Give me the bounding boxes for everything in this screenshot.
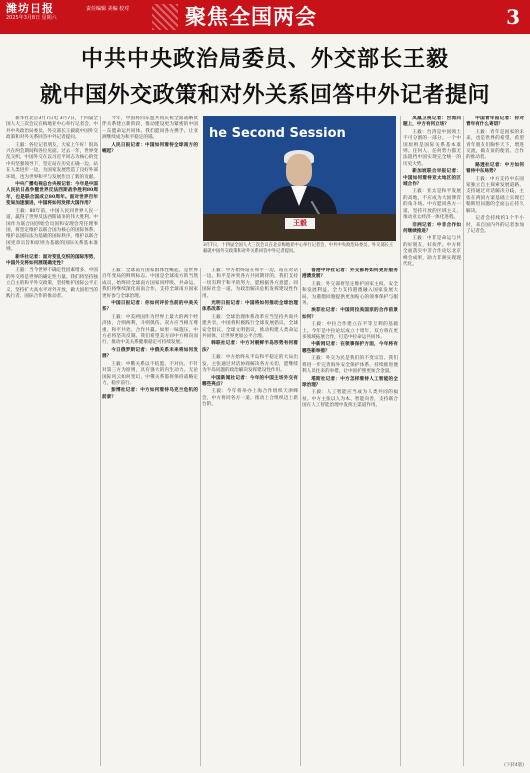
paragraph: 王毅：中方始终站在和平一边，站在对话一边。和平是冲突各方共同期待的，我们支持一切有利于和平的努力，愿根据各方意愿，同国际社会一道，为政治解决危机发挥建设性作用。	[202, 268, 298, 299]
paragraph: 王毅：中美两国作为世界上最大的两个经济体，合则两利，斗则俱伤。双方应当相互尊重、和平共处、合作共赢。如果一味施压，中方必将坚决反制。我们希望美方同中方相向而行，推动中美关系健康稳定可持续发展。	[102, 314, 198, 346]
paragraph: 王毅：中方始终从半岛和平稳定的大局出发，主张通过对话协商解决各方关切，愿继续为半岛问题的政治解决发挥建设性作用。	[202, 355, 298, 374]
column-divider	[400, 116, 401, 766]
paragraph: 王毅：中非是命运与共的好朋友、好伙伴。中方将全面落实中非合作论坛北京峰会成果，助力非洲实现现代化。	[403, 236, 461, 267]
editor-line: 责任编辑 美编 校对	[86, 6, 130, 12]
paragraph: 凤凰卫视记者：台湾问题上，中方有何立场？	[403, 116, 461, 128]
paragraph: 今年，中国将同东盟共同庆祝全面战略伙伴关系建立新阶段，推动建设更为紧密的中国－东盟命运共同体。我们愿同各方携手，让亚洲继续成为和平稳定的锚。	[102, 116, 198, 141]
paragraph: 光明日报记者：中国将如何推动全球治理体系改革？	[202, 301, 298, 313]
paragraph: 王毅：中方支持中东国家独立自主探索发展道路，支持通过对话解决分歧，主张在两国方案基础上实现巴勒斯坦问题的全面公正持久解决。	[466, 176, 524, 214]
section-banner: 聚焦全国两会	[185, 4, 317, 29]
paragraph: 新加坡联合早报记者：中国如何看待亚太地区的区域合作？	[403, 169, 461, 188]
headline-line-2: 就中国外交政策和对外关系回答中外记者提问	[39, 82, 490, 108]
paragraph: 今日俄罗斯记者：中俄关系未来将如何发展？	[102, 347, 198, 360]
paragraph: 王毅：80年前，中国人民同世界人民一道，赢得了世界反法西斯战争的伟大胜利。中国作为联合国创始会员国和安理会常任理事国，将坚定维护以联合国为核心的国际体系，维护以国际法为基础的国际秩序，维护以联合国宪章宗旨和原则为基础的国际关系基本准则。	[6, 208, 98, 253]
paragraph: 韩联社记者：中方对朝鲜半岛形势有何看法？	[202, 341, 298, 353]
column-divider	[463, 116, 464, 766]
paragraph: 中央广播电视总台央视记者：今年是中国人民抗日战争暨世界反法西斯战争胜利80周年，也是联合国成立80周年。面对世界百年变局加速演进，中国将如何发挥大国作用？	[6, 182, 98, 207]
column-divider	[300, 268, 301, 766]
paper-name: 潍坊日报	[6, 2, 54, 15]
paragraph: 塔斯社记者：中方怎样看待人工智能的全球治理？	[302, 376, 398, 388]
paragraph: 中国青年报记者：你对青年有什么寄语？	[466, 116, 524, 128]
page-header	[0, 0, 530, 34]
issue-date: 2025年3月8日 星期六	[6, 15, 57, 21]
paragraph: 中国新闻社记者：今年的中国主场外交有哪些亮点？	[202, 375, 298, 387]
backdrop-text: he Second Session	[209, 126, 346, 141]
article-column-2	[102, 268, 198, 766]
article-column-2-top	[102, 116, 198, 258]
article-column-1	[6, 116, 98, 766]
paragraph: 王毅：各位记者朋友，大家上午好！很高兴在两会期间和各位见面。过去一年，世界变乱交织，中国外交在以习近平同志为核心的党中央坚强领导下，坚定站在历史正确一边、站在人类进步一边，为国家发展营造了良好外部环境，也为世界和平与发展作出了新的贡献。	[6, 142, 98, 180]
article-column-5	[403, 116, 461, 766]
paragraph: 埃菲社记者：中国同拉美国家的合作前景如何？	[302, 308, 398, 320]
column-divider	[200, 268, 201, 766]
paragraph: 王毅：人工智能应当成为人类共同的福祉。中方主张以人为本、智能向善，支持联合国在人工智能治理中发挥主渠道作用。	[302, 390, 398, 409]
article-column-6	[466, 116, 524, 766]
paragraph: 王毅：今年将举办上海合作组织天津峰会，中方将同各方一道，推动上合组织迈上新台阶。	[202, 389, 298, 408]
paragraph: 中新网记者：在领事保护方面，今年将有哪些新举措？	[302, 342, 398, 354]
paragraph: 彭博社记者：中方如何看待乌克兰危机的前景？	[102, 388, 198, 400]
paragraph: 王毅：全球治理体系改革应当坚持共商共建共享。中国将积极践行全球发展倡议、全球安全倡议、全球文明倡议，推动构建人类命运共同体，让世界更加公平合理。	[202, 314, 298, 340]
column-divider	[100, 116, 101, 766]
paragraph: 记者会持续约1个半小时，来自国内外的记者参加了记者会。	[466, 216, 524, 234]
paragraph: 王毅：外交部将坚定维护国家主权、安全和发展利益，全力支持港澳融入国家发展大局，为港澳同胞提供更加贴心的领事保护与服务。	[302, 281, 398, 307]
paragraph: 路透社记者：中方如何看待中东局势？	[466, 162, 524, 175]
press-conference-photo	[203, 116, 396, 241]
paragraph: 新华社北京3月7日电 3月7日，十四届全国人大三次会议在梅地亚中心举行记者会，中共中央政治局委员、外交部长王毅就中国外交政策和对外关系回答中外记者提问。	[6, 116, 98, 141]
article-column-3	[202, 268, 298, 766]
photo-caption: 3月7日，十四届全国人大三次会议在北京梅地亚中心举行记者会，中共中央政治局委员、外交部长王毅就中国外交政策和对外关系回答中外记者提问。	[203, 243, 394, 254]
nameplate: 王毅	[285, 218, 315, 229]
article-column-4	[302, 268, 398, 766]
paragraph: 非洲记者：中非合作如何继续推进？	[403, 222, 461, 234]
paragraph: 王毅：中俄关系以不结盟、不对抗、不针对第三方为原则，具有强大的内生动力。无论国际风云如何变幻，中俄关系都将保持战略定力，稳步前行。	[102, 361, 198, 386]
continued-note: (下转4版)	[504, 763, 524, 768]
page-number: 3	[506, 5, 520, 29]
headline-line-1: 中共中央政治局委员、外交部长王毅	[80, 46, 449, 72]
paragraph: 王毅：全球南方国家群体性崛起，是世界百年变局的鲜明标志。中国是全球南方的当然成员，始终同全球南方国家同呼吸、共命运。我们将继续深化南南合作，支持全球南方国家更好参与全球治理。	[102, 268, 198, 299]
paragraph: 王毅：中拉合作建立在平等互利的基础上。今年是中拉论坛成立十周年，双方将在更多领域拓展合作，打造中拉命运共同体。	[302, 322, 398, 341]
paragraph: 新华社记者：面对变乱交织的国际形势，中国外交将如何展现确定性？	[6, 254, 98, 266]
main-headline	[0, 44, 530, 110]
paragraph: 王毅：亚太是和平发展的高地，不应成为大国博弈的角斗场。中方愿同各方一道，坚持开放的区域主义，推动亚太经济一体化进程。	[403, 189, 461, 221]
paragraph: 中国日报记者：你如何评价当前的中美关系？	[102, 301, 198, 313]
stripe-decoration-icon	[152, 4, 178, 30]
paragraph: 王毅：外交为民是我们的不变宗旨。我们将进一步完善海外安全保护体系，持续推进便利人员往来的举措，让中国护照更加含金量。	[302, 356, 398, 375]
paragraph: 王毅：当今世界不确定性因素增多，中国的外交将是世界的确定性力量。我们将坚持独立自主的和平外交政策，坚持维护国际公平正义，坚持扩大高水平对外开放，做大国担当的践行者、国际合作的推动者。	[6, 268, 98, 299]
paragraph: 王毅：台湾是中国领土不可分割的一部分。一个中国原则是国际关系基本准则。任何人、任何势力都无法阻挡中国实现完全统一的历史大势。	[403, 129, 461, 167]
paragraph: 香港中评社记者：外交部将如何更好服务港澳发展？	[302, 268, 398, 280]
paragraph: 人民日报记者：中国如何看待全球南方的崛起？	[102, 142, 198, 155]
paragraph: 王毅：青年是国家的未来，也是世界的希望。希望青年朋友们胸怀天下，增进交流，做友谊的使者、合作的推动者。	[466, 129, 524, 161]
speaker-head	[286, 154, 312, 186]
